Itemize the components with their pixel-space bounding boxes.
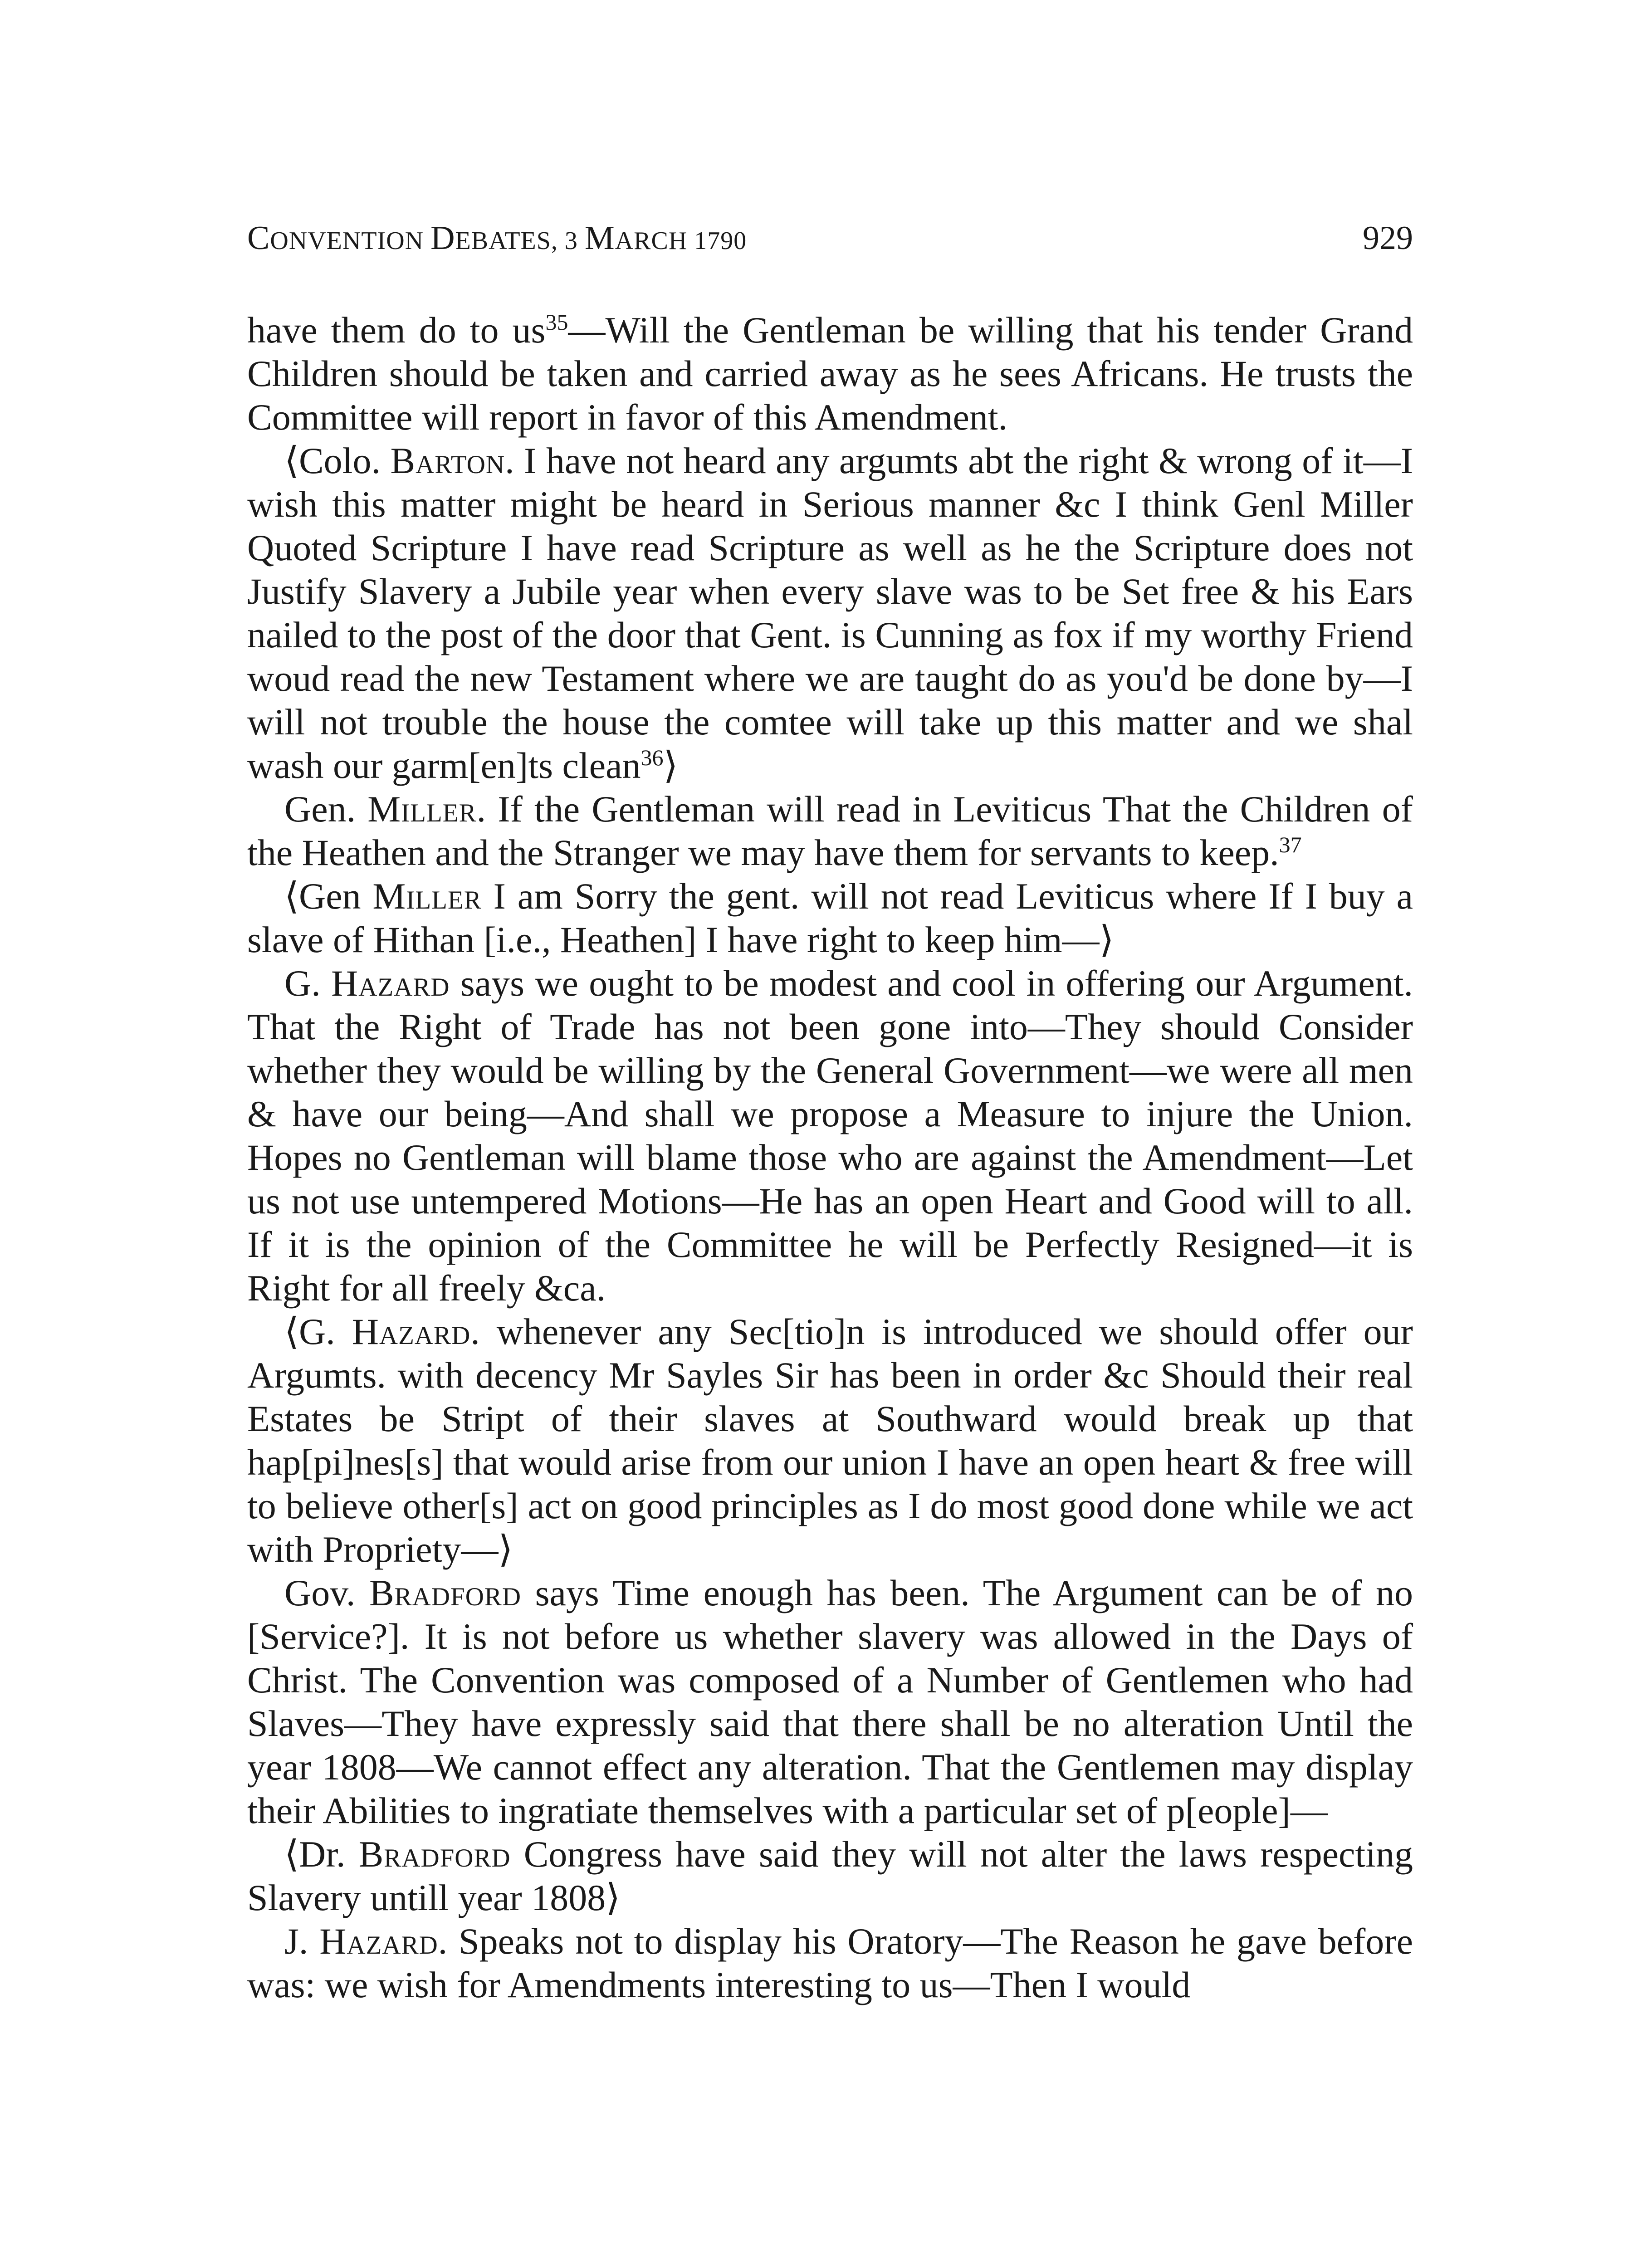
footnote-ref: 35 [545, 309, 568, 335]
document-page [247, 218, 1413, 2007]
page-number: 929 [1363, 220, 1413, 257]
running-head-title: CONVENTION DEBATES, 3 MARCH 1790 [247, 220, 747, 257]
paragraph: ⟨Gen Miller I am Sorry the gent. will not read Leviticus where If I buy a slave of Hithan [i.e., Heathen] I have right to keep him—⟩ [247, 875, 1413, 960]
speaker-name: Miller [372, 875, 482, 917]
paragraph-continuation: have them do to $us^{35}—Will$ the Gentleman be willing that his tender Grand Children should be taken and carried away as he sees Africans. He trusts the Committee will report in favor of this Amendment. [247, 309, 1413, 438]
speaker-name: Bradford [358, 1833, 511, 1875]
paragraph: Gov. Bradford says Time enough has been. The Argument can be of no [Service?]. It is not before us whether slavery was allowed in the Days of Christ. The Convention was composed of a Number of Gentlemen who had Slaves—They have expressly said that there shall be no alteration Until the year 1808—We cannot effect any alteration. That the Gentlemen may display their Abilities to ingratiate themselves with a particular set of p[eople]— [247, 1572, 1413, 1831]
body-text [247, 308, 1413, 2007]
paragraph: Gen. Miller. If the Gentleman will read in Leviticus That the Children of the Heathen and the Stranger we may have them for servants to keep.$^{37}$ [247, 788, 1413, 873]
speaker-name: Hazard [331, 963, 450, 1004]
speaker-name: Miller [367, 788, 477, 830]
paragraph: ⟨G. Hazard. whenever any Sec[tio]n is introduced we should offer our Argumts. with decency Mr Sayles Sir has been in order &c Should their real Estates be Stript of their slaves at Southward would break up that hap[pi]nes[s] that would arise from our union I have an open heart & free will to believe other[s] act on good principles as I do most good done while we act with Propriety—⟩ [247, 1311, 1413, 1570]
speaker-name: Barton [390, 440, 505, 481]
speaker-name: Hazard [352, 1311, 471, 1352]
footnote-ref: 37 [1279, 832, 1302, 857]
running-head [247, 218, 1413, 259]
speaker-name: Hazard [319, 1921, 438, 1962]
paragraph: G. Hazard says we ought to be modest and cool in offering our Argument. That the Right of Trade has not been gone into—They should Consider whether they would be willing by the General Government—we were all men & have our being—And shall we propose a Measure to injure the Union. Hopes no Gentleman will blame those who are against the Amendment—Let us not use untempered Motions—He has an open Heart and Good will to all. If it is the opinion of the Committee he will be Perfectly Resigned—it is Right for all freely &ca. [247, 963, 1413, 1309]
paragraph: J. Hazard. Speaks not to display his Oratory—The Reason he gave before was: we wish for Amendments interesting to us—Then I would [247, 1921, 1413, 2005]
paragraph: ⟨Colo. Barton. I have not heard any argumts abt the right & wrong of it—I wish this matter might be heard in Serious manner &c I think Genl Miller Quoted Scripture I have read Scripture as well as he the Scripture does not Justify Slavery a Jubile year when every slave was to be Set free & his Ears nailed to the post of the door that Gent. is Cunning as fox if my worthy Friend woud read the new Testament where we are taught do as you'd be done by—I will not trouble the house the comtee will take up this matter and we shal wash our garm[en]ts clean$^{36}$⟩ [247, 440, 1413, 786]
footnote-ref: 36 [640, 745, 664, 770]
speaker-name: Bradford [369, 1572, 522, 1613]
paragraph: ⟨Dr. Bradford Congress have said they will not alter the laws respecting Slavery untill year 1808⟩ [247, 1833, 1413, 1918]
